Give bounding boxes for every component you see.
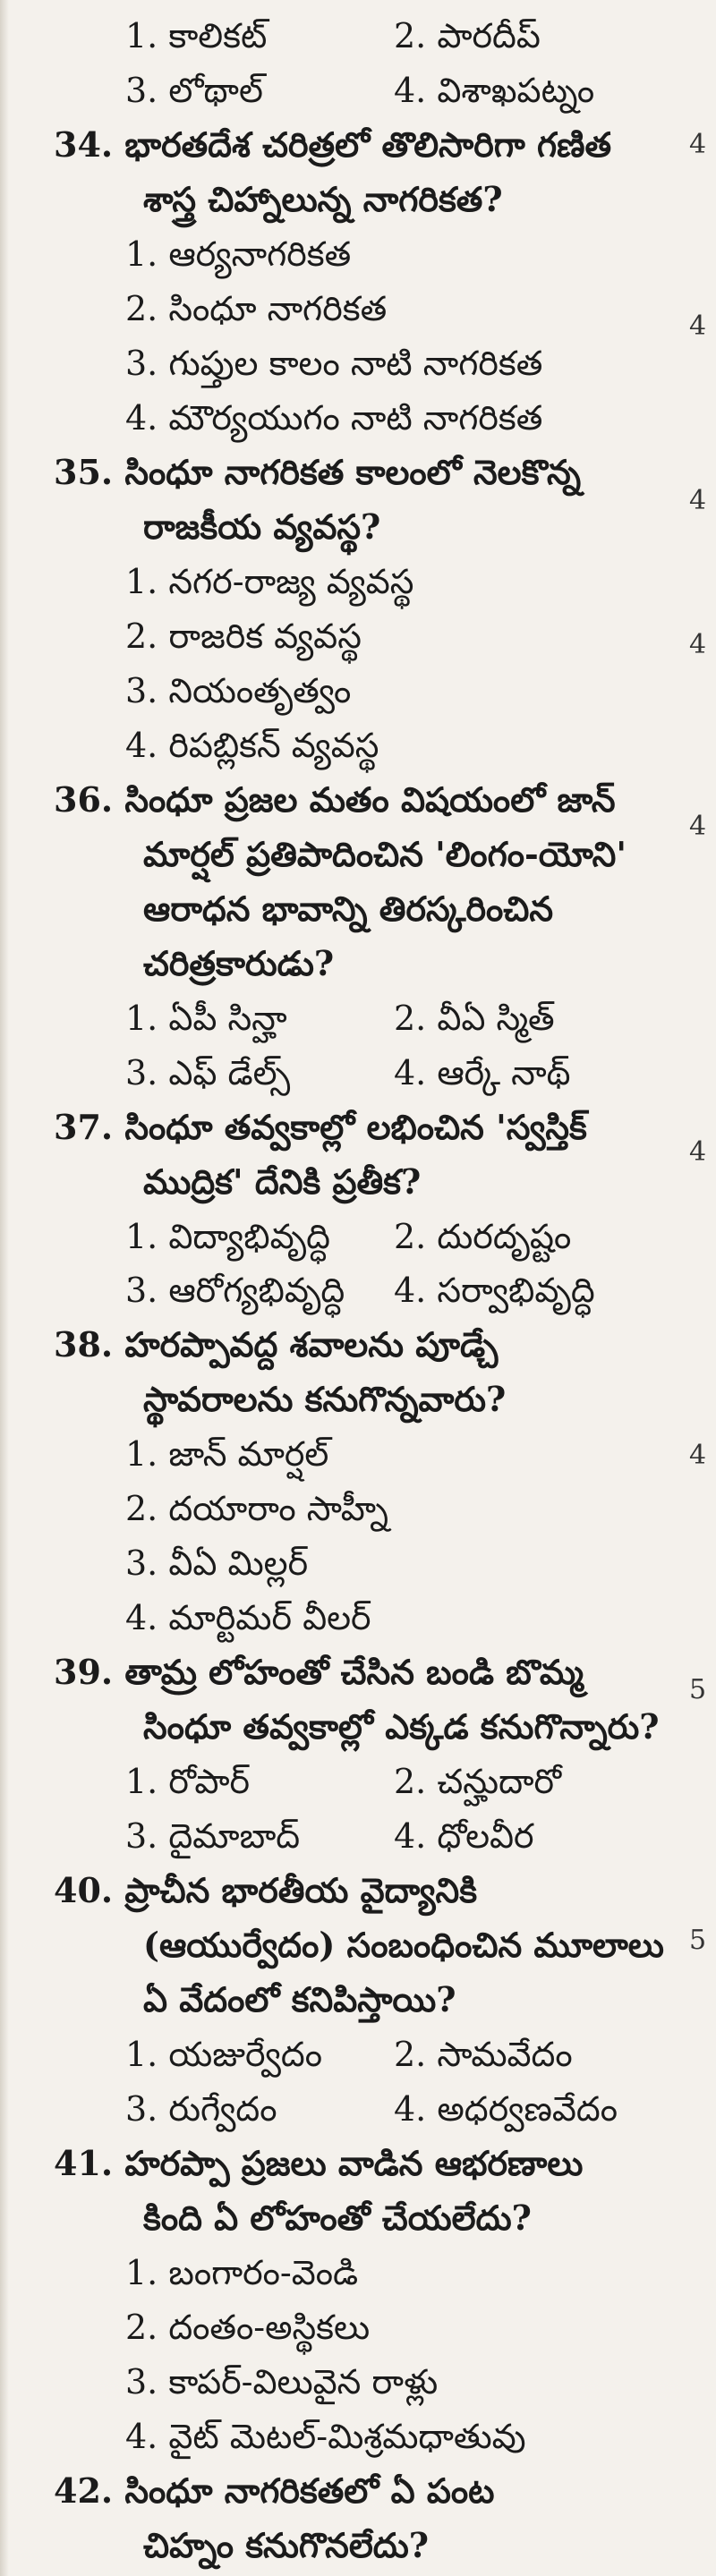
question-continuation: మార్షల్ ప్రతిపాదించిన 'లింగం-యోని' xyxy=(143,834,626,874)
answer-option: 3. నియంతృత్వం xyxy=(125,671,352,710)
answer-option: 3. గుప్తుల కాలం నాటి నాగరికత xyxy=(125,344,543,383)
question-continuation: సింధూ తవ్వకాల్లో ఎక్కడ కనుగొన్నారు? xyxy=(143,1706,660,1747)
answer-option: 4. సర్వాభివృద్ధి xyxy=(394,1271,595,1310)
question-text: 41. హరప్పా ప్రజలు వాడిన ఆభరణాలు xyxy=(54,2143,584,2183)
question-text: 38. హరప్పావద్ద శవాలను పూడ్చే xyxy=(54,1324,499,1365)
answer-option: 2. చన్హుదారో xyxy=(394,1762,562,1801)
answer-option: 1. యజుర్వేదం xyxy=(125,2035,323,2074)
answer-option: 1. బంగారం-వెండి xyxy=(125,2253,359,2292)
answer-option: 3. దైమాబాద్ xyxy=(125,1816,301,1856)
answer-option: 1. ఏపీ సిన్హా xyxy=(125,999,287,1038)
question-text: 34. భారతదేశ చరిత్రలో తొలిసారిగా గణిత xyxy=(54,124,612,165)
question-text: 36. సింధూ ప్రజల మతం విషయంలో జాన్ xyxy=(54,779,616,820)
answer-option: 1. ఆర్యనాగరికత xyxy=(125,234,352,274)
question-continuation: శాస్త్ర చిహ్నాలున్న నాగరికత? xyxy=(143,179,503,219)
answer-option: 4. రిపబ్లికన్ వ్యవస్థ xyxy=(125,726,379,765)
question-text: 39. తామ్ర లోహంతో చేసిన బండి బొమ్మ xyxy=(54,1652,584,1692)
question-continuation: (ఆయుర్వేదం) సంబంధించిన మూలాలు xyxy=(143,1925,664,1965)
margin-mark: 5 xyxy=(689,1674,707,1705)
question-continuation: చిహ్నం కనుగొనలేదు? xyxy=(143,2525,430,2565)
answer-option: 3. లోథాల్ xyxy=(125,71,263,110)
margin-mark: 4 xyxy=(689,129,707,160)
question-continuation: ఏ వేదంలో కనిపిస్తాయి? xyxy=(143,1979,456,2019)
margin-mark: 4 xyxy=(689,485,707,516)
answer-option: 4. మార్టిమర్ వీలర్ xyxy=(125,1598,371,1637)
margin-mark: 4 xyxy=(689,1440,707,1471)
answer-option: 2. దురదృష్టం xyxy=(394,1217,572,1256)
answer-option: 4. మౌర్యయుగం నాటి నాగరికత xyxy=(125,398,543,438)
answer-option: 3. రుగ్వేదం xyxy=(125,2089,277,2129)
answer-option: 2. సామవేదం xyxy=(394,2035,573,2074)
answer-option: 4. అధర్వణవేదం xyxy=(394,2089,618,2129)
question-text: 42. సింధూ నాగరికతలో ఏ పంట xyxy=(54,2470,495,2511)
question-continuation: కింది ఏ లోహంతో చేయలేదు? xyxy=(143,2198,532,2238)
answer-option: 3. కాపర్-విలువైన రాళ్లు xyxy=(125,2362,439,2402)
answer-option: 3. ఎఫ్ డేల్స్ xyxy=(125,1053,291,1092)
page-gutter xyxy=(0,0,9,2576)
question-continuation: ఆరాధన భావాన్ని తిరస్కరించిన xyxy=(143,888,554,929)
answer-option: 2. రాజరిక వ్యవస్థ xyxy=(125,616,362,656)
answer-option: 2. వీఏ స్మిత్ xyxy=(394,999,555,1038)
margin-mark: 4 xyxy=(689,1136,707,1168)
answer-option: 4. వైట్ మెటల్-మిశ్రమధాతువు xyxy=(125,2417,526,2456)
answer-option: 2. దంతం-అస్థికలు xyxy=(125,2308,371,2347)
answer-option: 2. పారదీప్ xyxy=(394,16,541,55)
question-continuation: చరిత్రకారుడు? xyxy=(143,943,335,983)
answer-option: 1. రోపార్ xyxy=(125,1762,251,1801)
question-continuation: స్థావరాలను కనుగొన్నవారు? xyxy=(143,1379,507,1419)
answer-option: 1. విద్యాభివృద్ధి xyxy=(125,1217,330,1256)
margin-mark: 5 xyxy=(689,1925,707,1956)
answer-option: 2. దయారాం సాహ్నీ xyxy=(125,1489,388,1528)
margin-mark: 4 xyxy=(689,310,707,342)
answer-option: 2. సింధూ నాగరికత xyxy=(125,289,388,328)
margin-mark: 4 xyxy=(689,629,707,660)
question-text: 37. సింధూ తవ్వకాల్లో లభించిన 'స్వస్తిక్ xyxy=(54,1107,587,1147)
answer-option: 1. జాన్ మార్షల్ xyxy=(125,1434,329,1474)
question-continuation: ముద్రిక' దేనికి ప్రతీక? xyxy=(143,1161,422,1202)
answer-option: 3. ఆరోగ్యభివృద్ధి xyxy=(125,1271,345,1310)
question-continuation: రాజకీయ వ్యవస్థ? xyxy=(143,506,381,547)
question-text: 40. ప్రాచీన భారతీయ వైద్యానికి xyxy=(54,1870,478,1910)
answer-option: 4. ఆర్కే నాథ్ xyxy=(394,1053,571,1092)
answer-option: 1. నగర-రాజ్య వ్యవస్థ xyxy=(125,562,414,601)
answer-option: 4. ధోలవీర xyxy=(394,1816,534,1856)
question-text: 35. సింధూ నాగరికత కాలంలో నెలకొన్న xyxy=(54,452,581,492)
margin-mark: 4 xyxy=(689,811,707,842)
answer-option: 3. వీఏ మిల్లర్ xyxy=(125,1543,309,1583)
answer-option: 1. కాలికట్ xyxy=(125,16,268,55)
answer-option: 4. విశాఖపట్నం xyxy=(394,71,595,110)
